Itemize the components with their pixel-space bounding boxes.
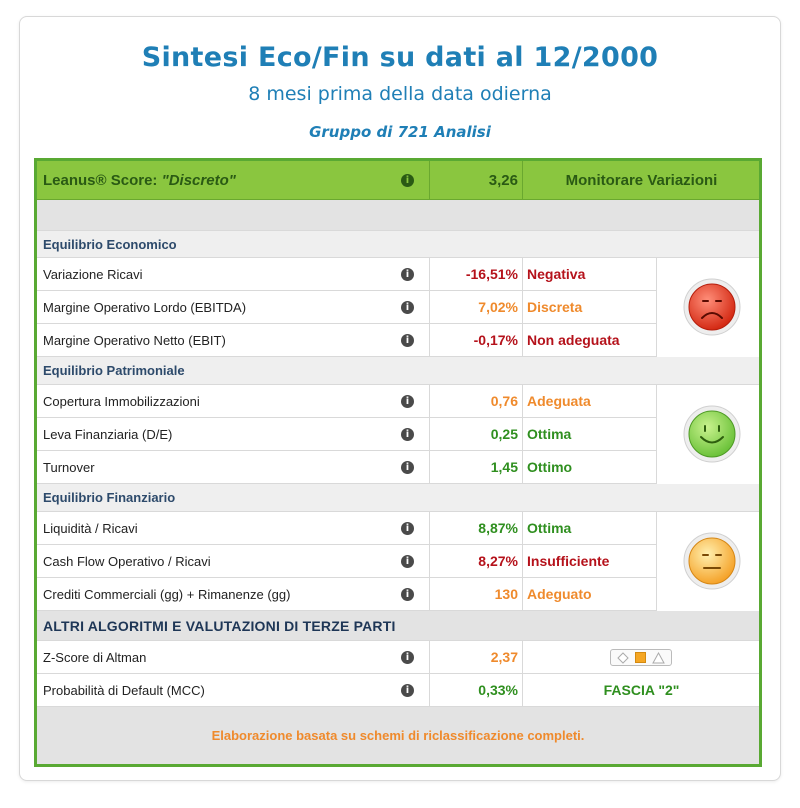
indicator-label: Margine Operativo Netto (EBIT) bbox=[43, 332, 226, 348]
indicator-evaluation: Insufficiente bbox=[527, 553, 610, 569]
info-icon[interactable]: i bbox=[401, 461, 414, 474]
section-header-patrimoniale: Equilibrio Patrimoniale bbox=[37, 357, 759, 385]
indicators-table bbox=[34, 158, 762, 767]
indicator-evaluation: Ottima bbox=[527, 426, 572, 442]
table-row bbox=[37, 291, 656, 324]
section-header-economico: Equilibrio Economico bbox=[37, 231, 759, 258]
indicator-value: 8,27% bbox=[478, 553, 518, 569]
indicator-label: Cash Flow Operativo / Ricavi bbox=[43, 553, 211, 569]
indicator-value: -0,17% bbox=[473, 332, 518, 348]
info-icon[interactable]: i bbox=[401, 395, 414, 408]
table-row-zscore: Z-Score di Altman i 2,37 bbox=[37, 641, 759, 674]
spacer-row bbox=[37, 200, 759, 231]
footer-row bbox=[37, 707, 759, 764]
default-probability-value: 0,33% bbox=[478, 682, 518, 698]
page-subtitle: 8 mesi prima della data odierna bbox=[248, 83, 552, 105]
zscore-scale-indicator bbox=[610, 649, 672, 666]
indicator-value: 1,45 bbox=[490, 459, 518, 475]
indicator-value: -16,51% bbox=[465, 266, 518, 282]
square-icon bbox=[635, 652, 646, 663]
indicator-label: Liquidità / Ricavi bbox=[43, 520, 138, 536]
info-icon[interactable]: i bbox=[401, 684, 414, 697]
indicator-value: 7,02% bbox=[478, 299, 518, 315]
info-icon[interactable]: i bbox=[401, 588, 414, 601]
mcc-band: FASCIA "2" bbox=[603, 682, 680, 698]
indicator-evaluation: Ottima bbox=[527, 520, 572, 536]
info-icon[interactable]: i bbox=[401, 522, 414, 535]
table-row bbox=[37, 258, 656, 291]
info-icon[interactable]: i bbox=[401, 334, 414, 347]
sad-face-icon bbox=[682, 277, 742, 337]
footer-note: Elaborazione basata su schemi di riclassificazione completi. bbox=[211, 728, 585, 743]
indicator-label: Crediti Commerciali (gg) + Rimanenze (gg) bbox=[43, 586, 291, 602]
indicator-evaluation: Non adeguata bbox=[527, 332, 620, 348]
score-status: Monitorare Variazioni bbox=[565, 171, 718, 189]
indicator-label: Copertura Immobilizzazioni bbox=[43, 393, 200, 409]
section-header-finanziario: Equilibrio Finanziario bbox=[37, 484, 759, 512]
diamond-icon bbox=[617, 652, 629, 664]
group-label: Gruppo di 721 Analisi bbox=[309, 123, 491, 141]
table-row bbox=[37, 512, 656, 545]
indicator-evaluation: Adeguato bbox=[527, 586, 592, 602]
indicator-evaluation: Ottimo bbox=[527, 459, 573, 475]
indicator-evaluation: Negativa bbox=[527, 266, 586, 282]
info-icon[interactable]: i bbox=[401, 555, 414, 568]
zscore-value: 2,37 bbox=[490, 649, 518, 665]
summary-card bbox=[19, 16, 781, 781]
indicator-evaluation: Adeguata bbox=[527, 393, 591, 409]
info-icon[interactable]: i bbox=[401, 301, 414, 314]
table-row bbox=[37, 451, 656, 484]
section-header-external: ALTRI ALGORITMI E VALUTAZIONI DI TERZE PARTI bbox=[37, 611, 759, 641]
triangle-icon bbox=[652, 652, 665, 664]
score-rating: "Discreto" bbox=[161, 171, 236, 189]
neutral-face-icon bbox=[682, 531, 742, 591]
indicator-value: 0,76 bbox=[490, 393, 518, 409]
table-row bbox=[37, 385, 656, 418]
indicator-value: 0,25 bbox=[490, 426, 518, 442]
score-value: 3,26 bbox=[488, 171, 518, 189]
info-icon[interactable]: i bbox=[401, 174, 414, 187]
happy-face-icon bbox=[682, 404, 742, 464]
info-icon[interactable]: i bbox=[401, 651, 414, 664]
info-icon[interactable]: i bbox=[401, 268, 414, 281]
score-row bbox=[37, 161, 759, 200]
info-icon[interactable]: i bbox=[401, 428, 414, 441]
table-row bbox=[37, 324, 656, 357]
page-title: Sintesi Eco/Fin su dati al 12/2000 bbox=[141, 42, 659, 73]
indicator-value: 130 bbox=[494, 586, 518, 602]
indicator-label: Turnover bbox=[43, 459, 95, 475]
table-row-default-probability: Probabilità di Default (MCC) i 0,33% FASCIA "2" bbox=[37, 674, 759, 707]
table-row bbox=[37, 578, 656, 611]
score-label: Leanus® Score: "Discreto" bbox=[43, 171, 236, 189]
indicator-label: Margine Operativo Lordo (EBITDA) bbox=[43, 299, 247, 315]
table-row bbox=[37, 545, 656, 578]
table-row bbox=[37, 418, 656, 451]
indicator-evaluation: Discreta bbox=[527, 299, 583, 315]
indicator-label: Variazione Ricavi bbox=[43, 266, 143, 282]
indicator-value: 8,87% bbox=[478, 520, 518, 536]
indicator-label: Leva Finanziaria (D/E) bbox=[43, 426, 173, 442]
